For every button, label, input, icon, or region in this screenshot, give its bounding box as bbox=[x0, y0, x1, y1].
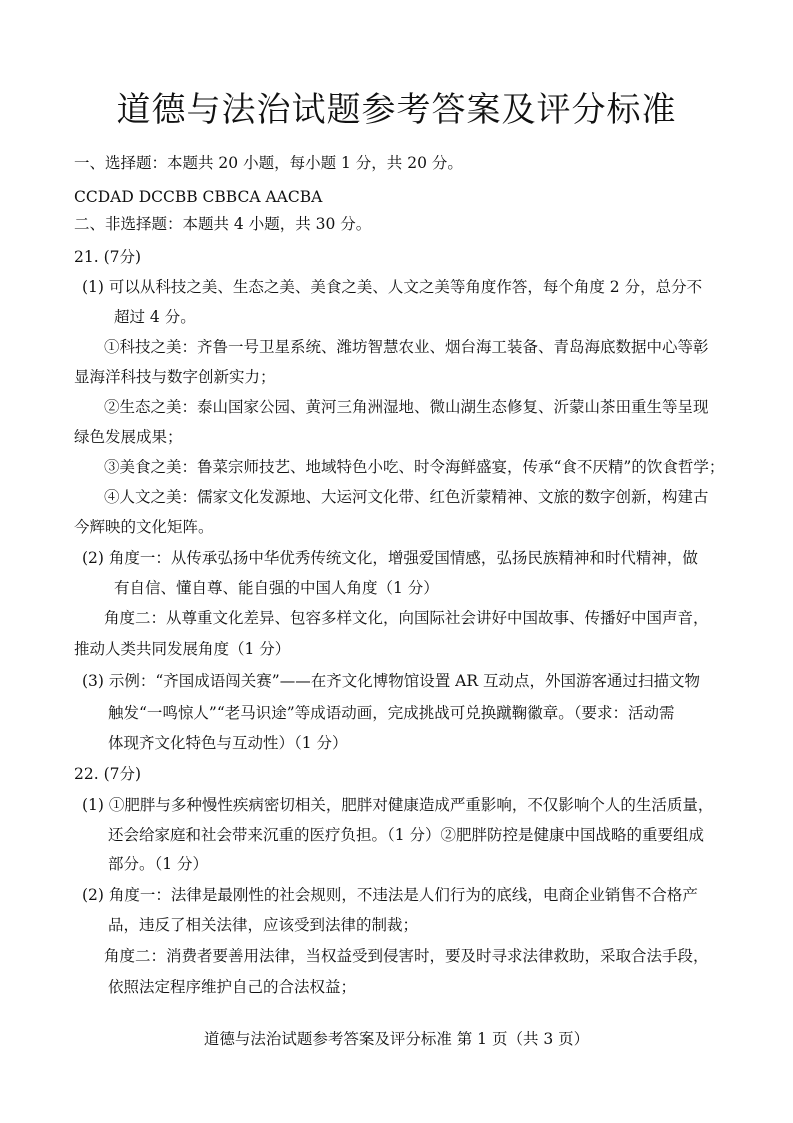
q21-part2-line: 角度二：从尊重文化差异、包容多样文化，向国际社会讲好中国故事、传播好中国声音， bbox=[104, 609, 709, 627]
q21-part2-line: 有自信、懂自尊、能自强的中国人角度（1 分） bbox=[114, 579, 439, 597]
q22-part2-line: 品，违反了相关法律，应该受到法律的制裁； bbox=[108, 916, 419, 934]
page-title: 道德与法治试题参考答案及评分标准 bbox=[116, 90, 677, 130]
q22-part1-line: 还会给家庭和社会带来沉重的医疗负担。（1 分）②肥胖防控是健康中国战略的重要组成 bbox=[108, 826, 705, 844]
question-22-heading: 22. (7分) bbox=[74, 765, 142, 783]
page-footer: 道德与法治试题参考答案及评分标准 第 1 页（共 3 页） bbox=[203, 1030, 590, 1048]
q21-part3-line: (3) 示例：“齐国成语闯关赛”——在齐文化博物馆设置 AR 互动点，外国游客通过扫描文物 bbox=[82, 672, 700, 690]
q21-part2-line: 推动人类共同发展角度（1 分） bbox=[74, 640, 291, 658]
section-2-heading: 二、非选择题：本题共 4 小题，共 30 分。 bbox=[74, 215, 372, 233]
q21-part1-point-cont: 今辉映的文化矩阵。 bbox=[74, 518, 214, 536]
q21-part1-line: (1) 可以从科技之美、生态之美、美食之美、人文之美等角度作答，每个角度 2 分，总分不 bbox=[82, 278, 703, 296]
q21-part1-point: ①科技之美：齐鲁一号卫星系统、潍坊智慧农业、烟台海工装备、青岛海底数据中心等彰 bbox=[104, 338, 709, 356]
q21-part1-point: ④人文之美：儒家文化发源地、大运河文化带、红色沂蒙精神、文旅的数字创新，构建古 bbox=[104, 488, 709, 506]
section-1-heading: 一、选择题：本题共 20 小题，每小题 1 分，共 20 分。 bbox=[74, 154, 463, 172]
q21-part3-line: 触发“一鸣惊人”“老马识途”等成语动画，完成挑战可兑换蹴鞠徽章。（要求：活动需 bbox=[108, 704, 675, 722]
question-21-heading: 21. (7分) bbox=[74, 248, 142, 266]
q22-part2-line: 依照法定程序维护自己的合法权益； bbox=[108, 978, 357, 996]
q21-part1-point-cont: 显海洋科技与数字创新实力； bbox=[74, 368, 276, 386]
q21-part1-line: 超过 4 分。 bbox=[114, 308, 196, 326]
q21-part1-point-cont: 绿色发展成果； bbox=[74, 428, 183, 446]
q21-part2-line: (2) 角度一：从传承弘扬中华优秀传统文化，增强爱国情感，弘扬民族精神和时代精神，做 bbox=[82, 549, 698, 567]
q22-part2-line: (2) 角度一：法律是最刚性的社会规则，不违法是人们行为的底线，电商企业销售不合格产 bbox=[82, 886, 698, 904]
q21-part1-point: ②生态之美：泰山国家公园、黄河三角洲湿地、微山湖生态修复、沂蒙山茶田重生等呈现 bbox=[104, 398, 709, 416]
choice-answers: CCDAD DCCBB CBBCA AACBA bbox=[74, 188, 323, 206]
q22-part1-line: 部分。（1 分） bbox=[108, 855, 209, 873]
q22-part1-line: (1) ①肥胖与多种慢性疾病密切相关，肥胖对健康造成严重影响，不仅影响个人的生活质量， bbox=[82, 796, 714, 814]
q21-part3-line: 体现齐文化特色与互动性）（1 分） bbox=[108, 734, 348, 752]
q22-part2-line: 角度二：消费者要善用法律，当权益受到侵害时，要及时寻求法律救助，采取合法手段， bbox=[104, 947, 709, 965]
q21-part1-point: ③美食之美：鲁菜宗师技艺、地域特色小吃、时令海鲜盛宴，传承“食不厌精”的饮食哲学； bbox=[104, 458, 725, 476]
